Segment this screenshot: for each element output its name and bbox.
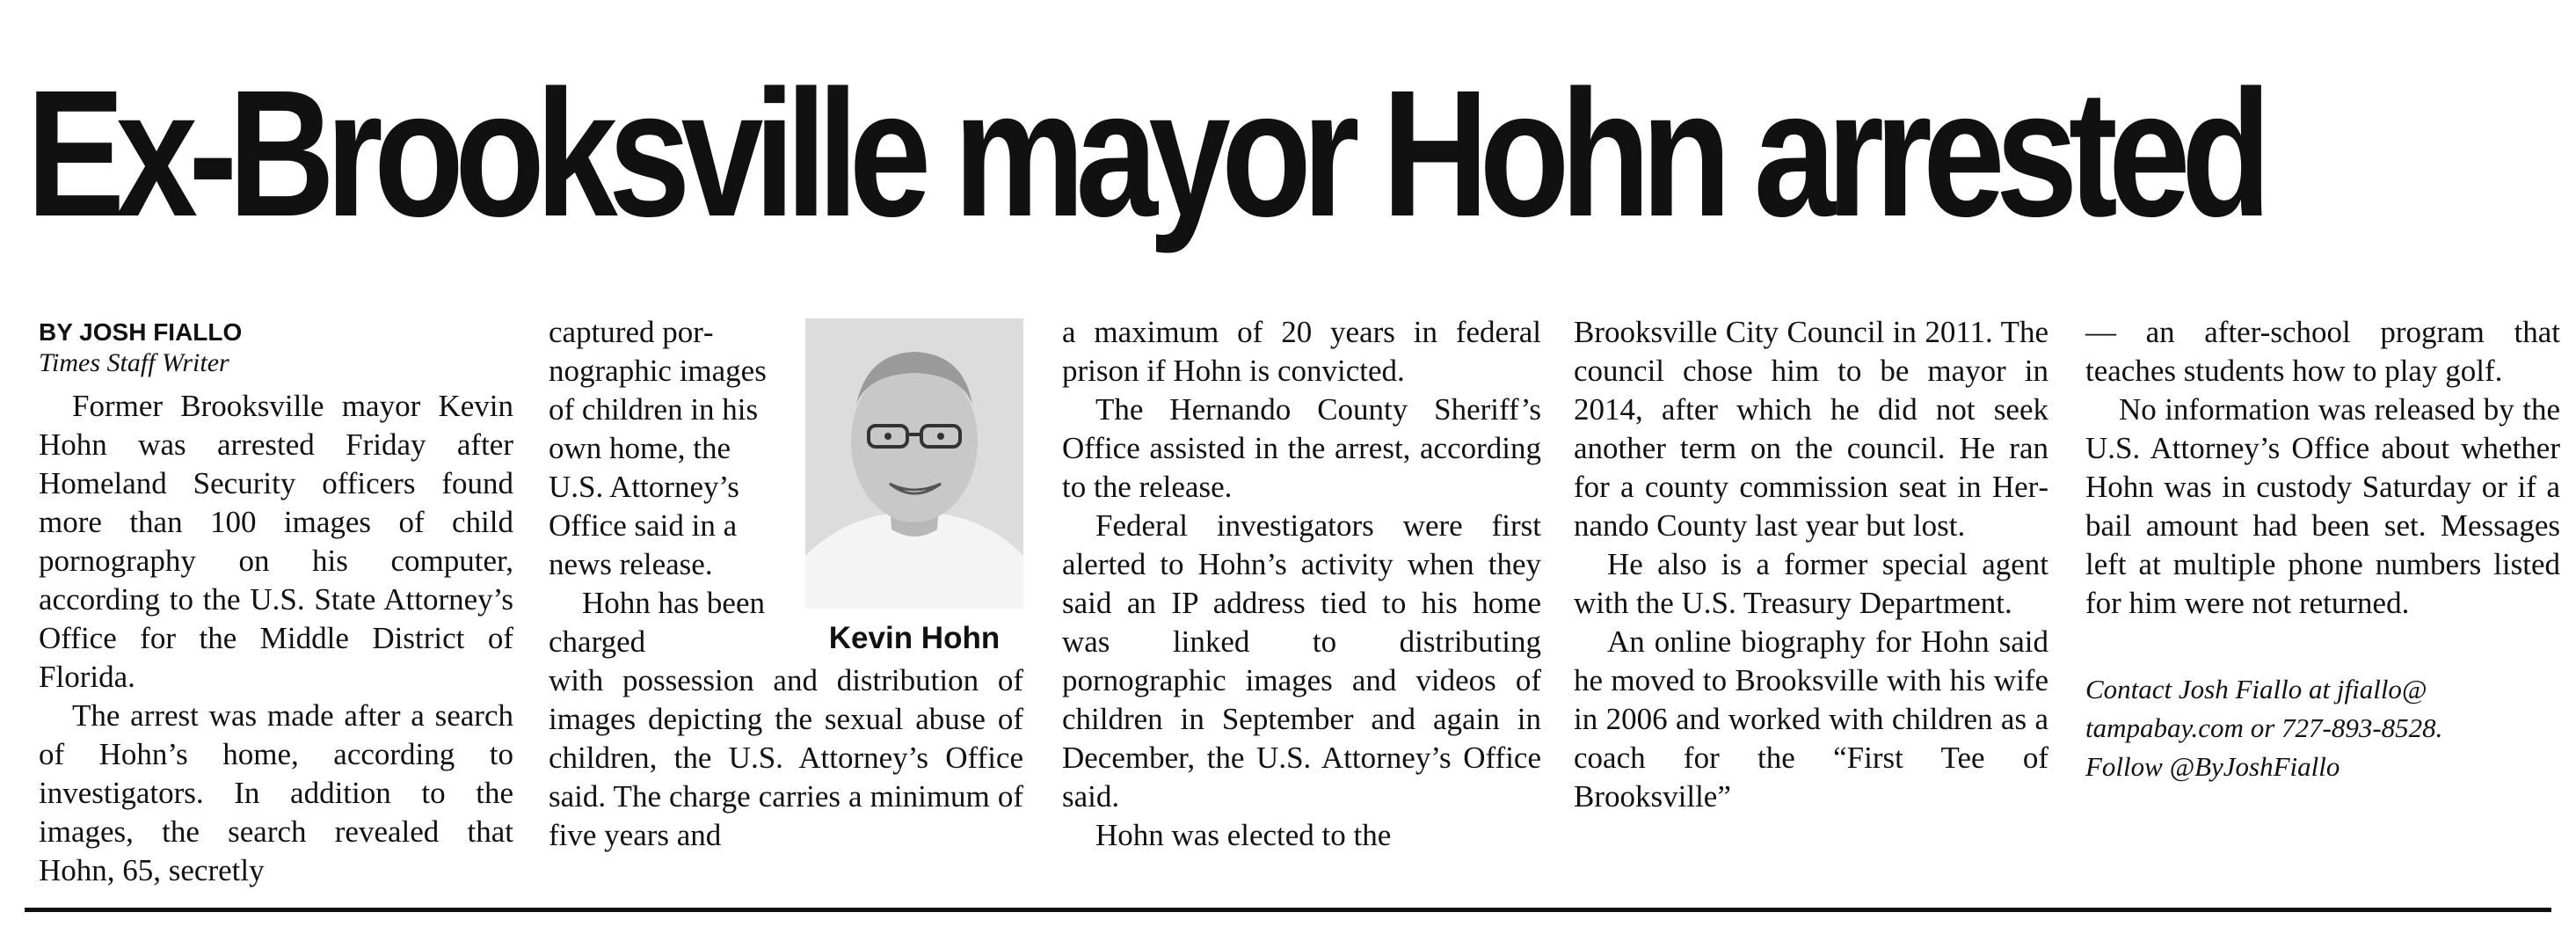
article-paragraph: Hohn has been charged bbox=[549, 586, 766, 659]
article-paragraph: No information was released by the U.S. Attorney’s Office about whether Hohn was in custody Saturday or if a bail amount had been set. Messages left at multiple phone numbers listed for him were not returned. bbox=[2085, 392, 2560, 620]
article-paragraph: Brooksville City Council in 2011. The council chose him to be mayor in 2014, after which he did not seek another term on the council. He ran for a county commission seat in Hernando County last year but lost. bbox=[1574, 315, 2048, 543]
contact-info bbox=[2085, 670, 2560, 786]
article-paragraph: The Hernando County Sheriff’s Office assisted in the arrest, according to the release. bbox=[1062, 392, 1541, 504]
article-paragraph: — an after-school program that teaches students how to play golf. bbox=[2085, 315, 2560, 388]
article-paragraph: Former Brooksville mayor Kevin Hohn was arrested Friday after Homeland Security officers found more than 100 images of child pornography on his computer, according to the U.S. State Attorney’s Office for the Middle District of Florida. bbox=[39, 389, 513, 694]
article-paragraph: Federal investigators were first alerted to Hohn’s activity when they said an IP address tied to his home was linked to distributing pornographic images and videos of children in September and again in December, the U.S. Attorney’s Office said. bbox=[1062, 508, 1541, 814]
photo-caption: Kevin Hohn bbox=[828, 621, 1001, 655]
article-paragraph: captured pornographic images of children in his own home, the U.S. Attorney’s Office said in a news release. bbox=[549, 315, 767, 581]
article-column-4 bbox=[1574, 313, 2048, 816]
article-paragraph: with possession and distribution of images depicting the sexual abuse of children, the U.S. Attorney’s Office said. The charge carries a minimum of five years and bbox=[549, 663, 1023, 852]
contact-line: Contact Josh Fiallo at jfiallo@ bbox=[2085, 674, 2427, 704]
byline: BY JOSH FIALLO bbox=[39, 318, 243, 346]
headline: Ex-Brooksville mayor Hohn arrested bbox=[26, 53, 2262, 254]
article-paragraph: The arrest was made after a search of Hohn’s home, according to investigators. In addition to the images, the search revealed that Hohn, 65, secretly bbox=[39, 698, 513, 887]
article-column-2-narrow bbox=[549, 313, 777, 661]
contact-line: tampabay.com or 727-893-8528. bbox=[2085, 712, 2443, 743]
byline-credit: Times Staff Writer bbox=[39, 348, 229, 377]
photo-block bbox=[805, 318, 1023, 658]
article-paragraph: a maximum of 20 years in federal prison if Hohn is convicted. bbox=[1062, 315, 1541, 388]
article-column-3 bbox=[1062, 313, 1541, 855]
article-paragraph: He also is a former special agent with the U.S. Treasury Department. bbox=[1574, 547, 2048, 620]
article-column-1 bbox=[39, 313, 513, 890]
article-column-5 bbox=[2085, 313, 2560, 786]
article-paragraph: An online biography for Hohn said he moved to Brooksville with his wife in 2006 and worked with children as a coach for the “First Tee of Brooksville” bbox=[1574, 624, 2048, 814]
portrait-photo bbox=[805, 318, 1023, 609]
contact-line: Follow @ByJoshFiallo bbox=[2085, 751, 2340, 782]
bottom-rule bbox=[25, 908, 2551, 912]
article-paragraph: Hohn was elected to the bbox=[1095, 818, 1392, 852]
